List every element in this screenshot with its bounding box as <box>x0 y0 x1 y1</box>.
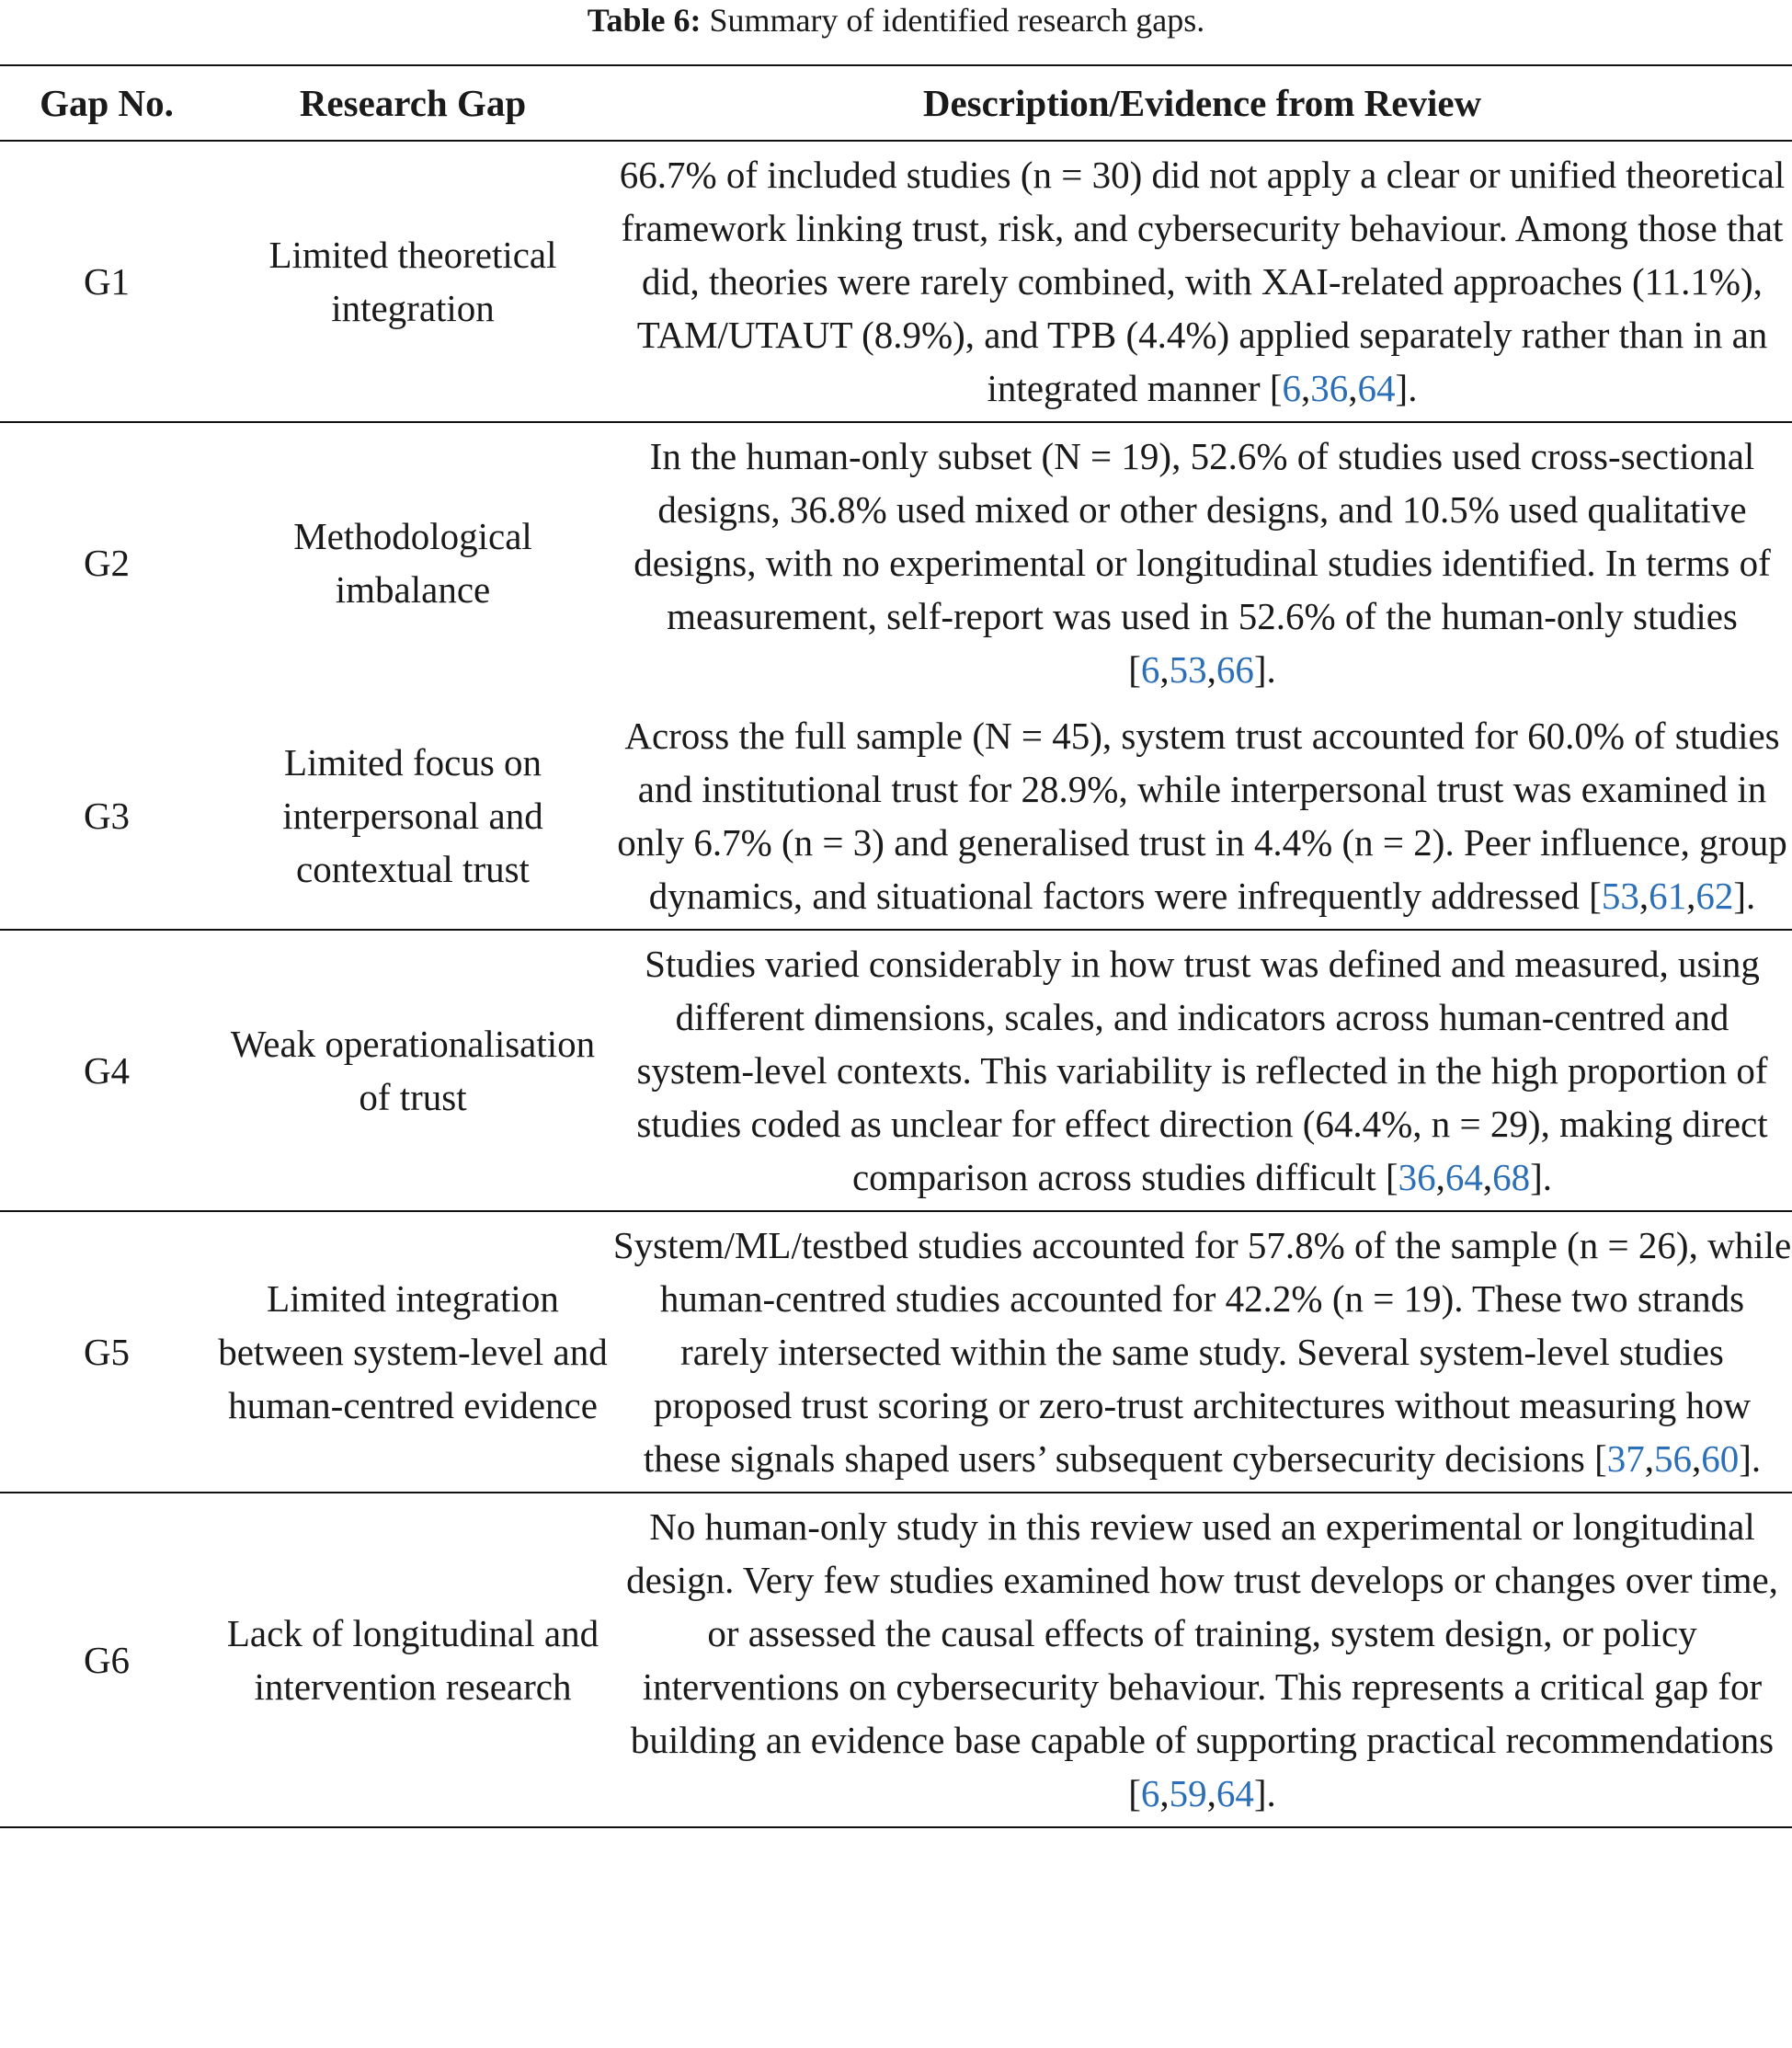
description-text: Studies varied considerably in how trust was defined and measured, using different dimensions, scales, and indicators across human-centred and system-level contexts. This variability is reflected in the high proportion of studies coded as unclear for effect direction (64.4%, n = 29), making direct comparison across studies difficult [ <box>636 943 1768 1198</box>
citation-link[interactable]: 6 <box>1282 367 1302 409</box>
caption-text: Summary of identified research gaps. <box>701 2 1205 39</box>
table-caption <box>0 0 1792 40</box>
gap-description: In the human-only subset (N = 19), 52.6% of studies used cross-sectional designs, 36.8% used mixed or other designs, and 10.5% used qualitative designs, with no experimental or longitudinal studies identified. In terms of measurement, self-report was used in 52.6% of the human-only studies [6,53,66]. <box>633 435 1771 691</box>
gap-title: Lack of longitudinal and intervention research <box>213 1493 612 1827</box>
gap-number: G6 <box>0 1493 213 1827</box>
gap-title: Limited integration between system-level and human-centred evidence <box>213 1211 612 1493</box>
citation-link[interactable]: 60 <box>1701 1437 1740 1480</box>
citation-close: ]. <box>1530 1156 1553 1198</box>
description-text: In the human-only subset (N = 19), 52.6% of studies used cross-sectional designs, 36.8% used mixed or other designs, and 10.5% used qualitative designs, with no experimental or longitudinal studies identified. In terms of measurement, self-report was used in 52.6% of the human-only studies [ <box>633 435 1771 691</box>
table-row <box>0 703 1792 930</box>
citation-link[interactable]: 61 <box>1649 875 1687 917</box>
gap-number: G3 <box>0 703 213 930</box>
citation-link[interactable]: 66 <box>1216 648 1254 691</box>
gap-description: 66.7% of included studies (n = 30) did not apply a clear or unified theoretical framework linking trust, risk, and cybersecurity behaviour. Among those that did, theories were rarely combined, with XAI-related approaches (11.1%), TAM/UTAUT (8.9%), and TPB (4.4%) applied separately rather than in an integrated manner [6,36,64]. <box>612 141 1792 422</box>
gap-title: Weak operationalisation of trust <box>213 930 612 1211</box>
caption-label: Table 6: <box>587 2 702 39</box>
citation-link[interactable]: 56 <box>1653 1437 1692 1480</box>
citation-close: ]. <box>1253 1772 1276 1814</box>
table-row <box>0 1493 1792 1827</box>
citation-link[interactable]: 37 <box>1606 1437 1645 1480</box>
citation-link[interactable]: 64 <box>1216 1772 1254 1814</box>
citation-close: ]. <box>1395 367 1418 409</box>
citation-link[interactable]: 59 <box>1169 1772 1207 1814</box>
gap-description: No human-only study in this review used an experimental or longitudinal design. Very few studies examined how trust develops or changes over time, or assessed the causal effects of training, system design, or policy interventions on cybersecurity behaviour. This represents a critical gap for building an evidence base capable of supporting practical recommendations [6,59,64]. <box>612 1493 1792 1827</box>
research-gaps-table <box>0 64 1792 1828</box>
gap-title: Limited theoretical integration <box>213 141 612 422</box>
citation-link[interactable]: 64 <box>1444 1156 1483 1198</box>
gap-description: Across the full sample (N = 45), system trust accounted for 60.0% of studies and institutional trust for 28.9%, while interpersonal trust was examined in only 6.7% (n = 3) and generalised trust in 4.4% (n = 2). Peer influence, group dynamics, and situational factors were infrequently addressed [53,61,62]. <box>612 703 1792 930</box>
description-text: 66.7% of included studies (n = 30) did not apply a clear or unified theoretical framework linking trust, risk, and cybersecurity behaviour. Among those that did, theories were rarely combined, with XAI-related approaches (11.1%), TAM/UTAUT (8.9%), and TPB (4.4%) applied separately rather than in an integrated manner [ <box>619 154 1786 409</box>
table-row <box>0 930 1792 1211</box>
citation-link[interactable]: 6 <box>1140 648 1160 691</box>
gap-number: G2 <box>83 542 131 584</box>
table-row <box>0 1211 1792 1493</box>
citation-link[interactable]: 6 <box>1140 1772 1160 1814</box>
citation-link[interactable]: 53 <box>1169 648 1207 691</box>
gap-number: G4 <box>0 930 213 1211</box>
citation-close: ]. <box>1253 648 1276 691</box>
citation-link[interactable]: 68 <box>1492 1156 1531 1198</box>
citation-close: ]. <box>1739 1437 1762 1480</box>
gap-number: G1 <box>0 141 213 422</box>
citation-close: ]. <box>1733 875 1756 917</box>
gap-description: Studies varied considerably in how trust was defined and measured, using different dimensions, scales, and indicators across human-centred and system-level contexts. This variability is reflected in the high proportion of studies coded as unclear for effect direction (64.4%, n = 29), making direct comparison across studies difficult [36,64,68]. <box>612 930 1792 1211</box>
table-row <box>0 422 1792 703</box>
citation-link[interactable]: 36 <box>1398 1156 1436 1198</box>
header-gap-no: Gap No. <box>0 65 213 141</box>
table-row <box>0 141 1792 422</box>
table-body <box>0 141 1792 1827</box>
citation-link[interactable]: 53 <box>1601 875 1639 917</box>
header-research-gap: Research Gap <box>213 65 612 141</box>
citation-link[interactable]: 36 <box>1310 367 1349 409</box>
description-text: System/ML/testbed studies accounted for 57.8% of the sample (n = 26), while human-centred studies accounted for 42.2% (n = 19). These two strands rarely intersected within the same study. Several system-level studies proposed trust scoring or zero-trust architectures without measuring how these signals shaped users’ subsequent cybersecurity decisions [ <box>612 1224 1792 1480</box>
header-description: Description/Evidence from Review <box>612 65 1792 141</box>
gap-description: System/ML/testbed studies accounted for 57.8% of the sample (n = 26), while human-centred studies accounted for 42.2% (n = 19). These two strands rarely intersected within the same study. Several system-level studies proposed trust scoring or zero-trust architectures without measuring how these signals shaped users’ subsequent cybersecurity decisions [37,56,60]. <box>612 1211 1792 1493</box>
gap-number: G5 <box>0 1211 213 1493</box>
citation-link[interactable]: 62 <box>1695 875 1734 917</box>
description-text: No human-only study in this review used an experimental or longitudinal design. Very few studies examined how trust develops or changes over time, or assessed the causal effects of training, system design, or policy interventions on cybersecurity behaviour. This represents a critical gap for building an evidence base capable of supporting practical recommendations [ <box>626 1505 1778 1814</box>
gap-title: Methodological imbalance <box>293 515 532 611</box>
description-text: Across the full sample (N = 45), system trust accounted for 60.0% of studies and institutional trust for 28.9%, while interpersonal trust was examined in only 6.7% (n = 3) and generalised trust in 4.4% (n = 2). Peer influence, group dynamics, and situational factors were infrequently addressed [ <box>617 715 1787 917</box>
gap-title: Limited focus on interpersonal and contextual trust <box>213 703 612 930</box>
table-header-row <box>0 65 1792 141</box>
citation-link[interactable]: 64 <box>1357 367 1396 409</box>
